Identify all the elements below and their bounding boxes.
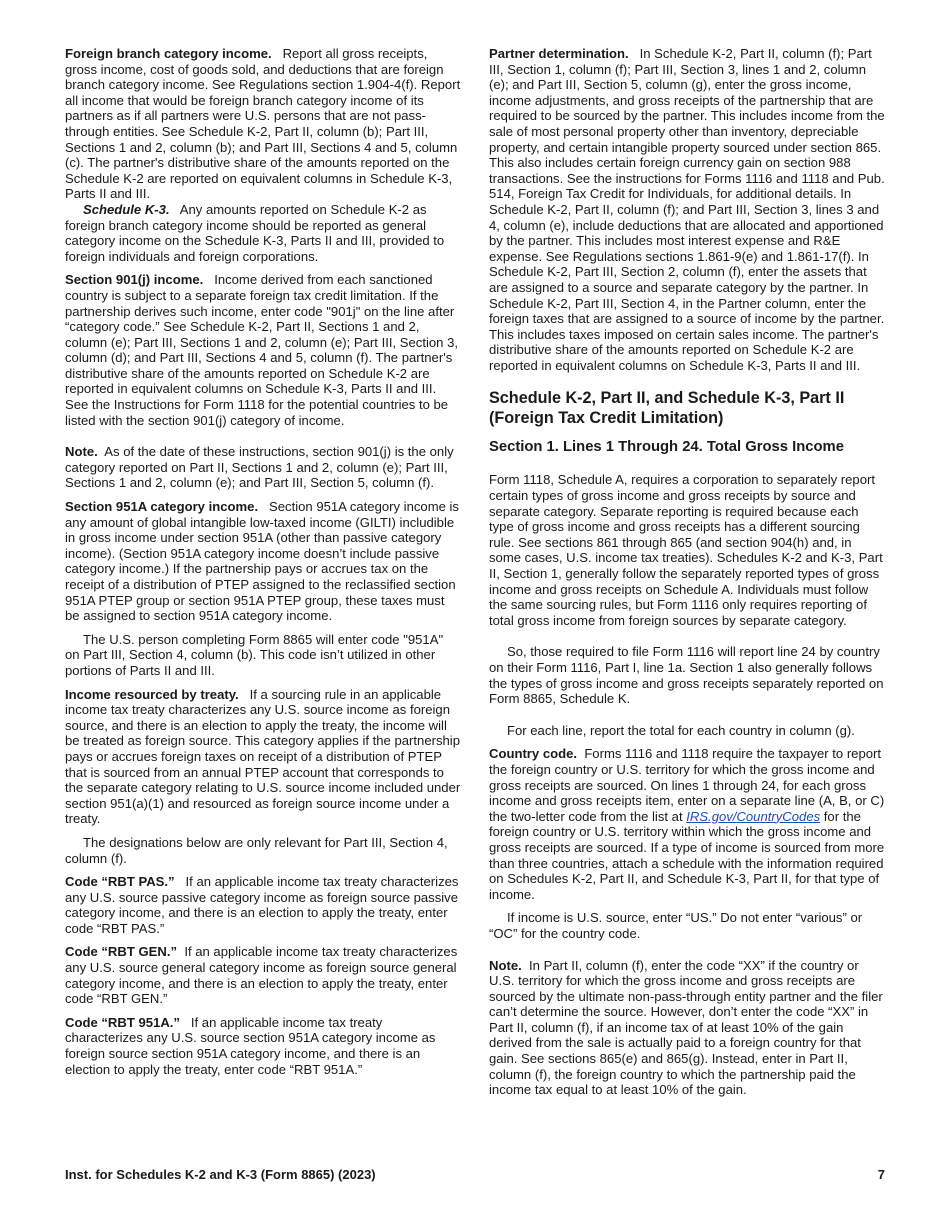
income-resourced-text: If a sourcing rule in an applicable income tax treaty characterizes any U.S. source income as foreign source, and there is an election to apply the treaty, the income will be treated as foreign source. This category applies if the partnership pays or accrues foreign taxes on receipt of a distribution of PTEP that is sourced from an annual PTEP account that corresponds to the separate category relating to U.S. source income included under section 951(a)(1) and resourced as foreign source income under a treaty. <box>65 686 461 827</box>
note-901j-paragraph <box>65 444 461 491</box>
schedule-k3-text: Any amounts reported on Schedule K-2 as foreign branch category income should be reported as general category income on the Schedule K-3, Parts II and III, provided to foreign individuals and foreign corporations. <box>65 201 445 264</box>
footer-title: Inst. for Schedules K-2 and K-3 (Form 8865) (2023) <box>65 1167 376 1182</box>
note-xx-text: In Part II, column (f), enter the code “XX” if the country or U.S. territory for which the gross income and gross receipts are sourced by the ultimate non-pass-through entity partner and the filer can’t determine the source. However, don’t enter the code “XX” in Part II, column (f), if an income tax of at least 10% of the gain derived from the sale is actually paid to a foreign country for that gain. See sections 865(e) and 865(g). Instead, enter in Part II, column (f), the foreign country to which the partnership paid the income tax equal to at least 10% of the gain. <box>489 957 883 1098</box>
partner-determination-heading: Partner determination. <box>489 46 629 61</box>
foreign-branch-text: Report all gross receipts, gross income, cost of goods sold, and deductions that are foreign branch category income. See Regulations section 1.904-4(f). Report all income that would be foreign branch category income of its partners as if all partners were U.S. persons that are not pass-through entities. See Schedule K-2, Part II, column (b); Part III, Sections 1 and 2, column (b); and Part III, Sections 4 and 5, column (c). The partner's distributive share of the amounts reported on the Schedule K-2 are reported on equivalent columns in Schedule K-3, Parts II and III. <box>65 46 461 202</box>
us-source-paragraph: If income is U.S. source, enter “US.” Do not enter “various” or “OC” for the country code. <box>489 910 863 941</box>
code-rbt-pas-paragraph <box>65 874 461 936</box>
section-951a-text: Section 951A category income is any amount of global intangible low-taxed income (GILTI) includible in gross income under section 951A (other than passive category income). (Section 951A category income doesn’t include passive category income.) If the partnership pays or accrues tax on the receipt of a distribution of PTEP assigned to the reclassified section 951A PTEP group or section 951A PTEP group, these taxes must be assigned to section 951A category income. <box>65 499 459 624</box>
country-code-paragraph <box>489 746 885 902</box>
form-8865-code-paragraph: The U.S. person completing Form 8865 will enter code "951A" on Part III, Section 4, column (b). This code isn’t utilized in other portions of Parts II and III. <box>65 631 444 678</box>
each-line-paragraph: For each line, report the total for each country in column (g). <box>507 722 855 738</box>
code-rbt-951a-heading: Code “RBT 951A.” <box>65 1014 180 1030</box>
code-rbt-gen-text: If an applicable income tax treaty characterizes any U.S. source general category income as foreign source general category income, and there is an election to apply the treaty, enter code “RBT GEN.” <box>65 944 458 1007</box>
section-heading-main: Schedule K-2, Part II, and Schedule K-3, Part II (Foreign Tax Credit Limitation) <box>489 389 845 427</box>
country-code-heading: Country code. <box>489 746 578 762</box>
schedule-k3-paragraph <box>65 202 461 264</box>
section-951a-paragraph <box>65 499 461 624</box>
left-column <box>65 46 461 1077</box>
country-code-text-b: for the foreign country or U.S. territory within which the gross income and gross receipts are sourced. If a type of income is sourced from more than three countries, attach a schedule with the information required on Schedules K-2, Part II, and Schedule K-3, Part II, for that type of income. <box>489 808 885 902</box>
code-rbt-pas-text: If an applicable income tax treaty characterizes any U.S. source passive category income as foreign source passive category income, and there is an election to apply the treaty, enter code “RBT PAS.” <box>65 874 459 936</box>
section-901j-paragraph <box>65 272 461 428</box>
partner-determination-text: In Schedule K-2, Part II, column (f); Part III, Section 1, column (f); Part III, Section 3, lines 1 and 2, column (e); and Part III, Section 5, column (g), enter the gross income, income adjustments, and gross receipts of the partnership that are required to be sourced by the partner. This includes income from the sale of most personal property other than inventory, depreciable property, and certain intangible property sourced under section 865. This also includes certain foreign currency gain on section 988 transactions. See the instructions for Forms 1116 and 1118 and Pub. 514, Foreign Tax Credit for Individuals, for additional details. In Schedule K-2, Part II, column (f); and Part III, Section 3, lines 3 and 4, column (e), include deductions that are allocated and apportioned by the partner. This includes most interest expense and R&E expense. See Regulations sections 1.861-9(e) and 1.861-17(f). In Schedule K-2, Part III, Section 2, column (f), enter the assets that are assigned to a source and separate category by the partner. In Schedule K-2, Part III, Section 4, in the Partner column, enter the foreign taxes that are assigned to a source of income by the partner. This includes taxes imposed on certain sales income. The partner's distributive share of the amounts reported on Schedule K-2 are reported in equivalent columns on Schedule K-3, Parts II and III. <box>489 46 885 373</box>
note-xx-label: Note. <box>489 957 522 973</box>
section-heading-sub: Section 1. Lines 1 Through 24. Total Gross Income <box>489 439 844 456</box>
designations-paragraph: The designations below are only relevant for Part III, Section 4, column (f). <box>65 834 448 866</box>
note-label: Note. <box>65 444 98 460</box>
note-xx-paragraph <box>489 958 885 1098</box>
page-number: 7 <box>877 1167 885 1182</box>
schedule-k3-heading: Schedule K-3. <box>83 201 170 217</box>
section-901j-text: Income derived from each sanctioned country is subject to a separate foreign tax credit limitation. If the partnership derives such income, enter code "901j" on the line after “category code.” See Schedule K-2, Part II, Sections 1 and 2, column (e); Part III, Sections 1 and 2, column (e); Part III, Section 3, column (d); and Part III, Sections 4 and 5, column (f). The partner's distributive share of the amounts reported on Schedule K-2 are reported in equivalent columns on Schedule K-3, Parts II and III. See the Instructions for Form 1118 for the potential countries to be listed with the section 901(j) category of income. <box>65 272 458 428</box>
code-rbt-951a-text: If an applicable income tax treaty characterizes any U.S. source section 951A category income as foreign source section 951A category income, and there is an election to apply the treaty, enter code “RBT 951A.” <box>65 1014 436 1077</box>
section-901j-heading: Section 901(j) income. <box>65 272 204 288</box>
partner-determination-paragraph <box>489 46 885 373</box>
country-codes-link[interactable]: IRS.gov/CountryCodes <box>686 808 821 824</box>
section-951a-heading: Section 951A category income. <box>65 499 259 515</box>
code-rbt-951a-paragraph <box>65 1015 461 1077</box>
code-rbt-gen-heading: Code “RBT GEN.” <box>65 944 178 960</box>
form-1116-paragraph: So, those required to file Form 1116 will report line 24 by country on their Form 1116, Part I, line 1a. Section 1 also generally follows the types of gross income and gross receipts separately reported on Form 8865, Schedule K. <box>489 644 884 707</box>
form-1118-paragraph: Form 1118, Schedule A, requires a corporation to separately report certain types of gross income and gross receipts by source and separate category. Separate reporting is required because each type of gross income and gross receipts has a different sourcing rule. See sections 861 through 865 (and section 904(h) and, in some cases, U.S. income tax treaties). Schedules K-2 and K-3, Part II, Section 1, generally follow the separately reported types of gross income and gross receipts on Schedule A. Individuals must follow the same sourcing rules, but Form 1116 only requires reporting of total gross income from foreign sources by separate category. <box>489 472 883 628</box>
income-resourced-paragraph <box>65 687 461 827</box>
foreign-branch-heading: Foreign branch category income. <box>65 46 272 61</box>
code-rbt-gen-paragraph <box>65 944 461 1006</box>
country-code-text-a: Forms 1116 and 1118 require the taxpayer to report the foreign country or U.S. territory for which the gross income and gross receipts are sourced. On lines 1 through 24, for each gross income and gross receipts item, enter on a separate line (A, B, or C) the two-letter code from the list at <box>489 746 885 824</box>
right-column <box>489 46 885 1098</box>
code-rbt-pas-heading: Code “RBT PAS.” <box>65 874 175 890</box>
note-901j-text: As of the date of these instructions, section 901(j) is the only category reported on Part II, Sections 1 and 2, column (e); Part III, Sections 1 and 2, column (e); and Part III, Section 5, column (f). <box>65 444 454 491</box>
income-resourced-heading: Income resourced by treaty. <box>65 686 239 702</box>
foreign-branch-paragraph <box>65 46 461 202</box>
